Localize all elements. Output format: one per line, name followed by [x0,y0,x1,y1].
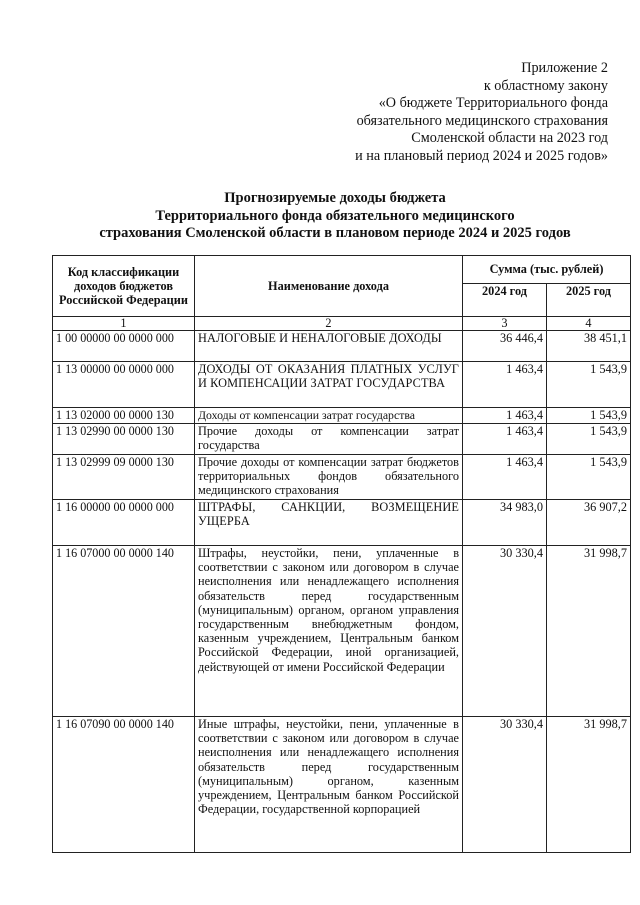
row-code: 1 13 02999 09 0000 130 [53,455,195,500]
title-line: Территориального фонда обязательного медицинского [155,207,515,224]
header-sum: Сумма (тыс. рублей) [463,256,631,284]
header-year-2024: 2024 год [463,284,547,317]
row-value-2024: 34 983,0 [463,500,547,546]
table-row [53,424,631,455]
row-name: ДОХОДЫ ОТ ОКАЗАНИЯ ПЛАТНЫХ УСЛУГ И КОМПЕНСАЦИИ ЗАТРАТ ГОСУДАРСТВА [195,362,463,408]
table-row [53,408,631,424]
row-name: ШТРАФЫ, САНКЦИИ, ВОЗМЕЩЕНИЕ УЩЕРБА [195,500,463,546]
row-value-2024: 1 463,4 [463,408,547,424]
header-row [53,256,631,284]
revenue-table [52,255,631,853]
row-name: Прочие доходы от компенсации затрат бюджетов территориальных фондов обязательного медицинского страхования [195,455,463,500]
row-value-2024: 1 463,4 [463,424,547,455]
row-name: Иные штрафы, неустойки, пени, уплаченные в соответствии с законом или договором в случае неисполнения или ненадлежащего исполнения обязательств перед государственным (муниципальным) органом, казенным учреждением, Центральным банком Российской Федерации, государственной корпорацией [195,717,463,853]
row-code: 1 13 00000 00 0000 000 [53,362,195,408]
row-value-2025: 1 543,9 [547,408,631,424]
header-year-2025: 2025 год [547,284,631,317]
appendix-line: Смоленской области на 2023 год [411,130,608,147]
row-value-2024: 36 446,4 [463,331,547,362]
row-value-2024: 30 330,4 [463,546,547,717]
table-row [53,331,631,362]
row-value-2025: 31 998,7 [547,717,631,853]
table-row [53,362,631,408]
document-title [40,190,630,243]
title-line: страхования Смоленской области в плановом периоде 2024 и 2025 годов [99,225,571,241]
appendix-line: к областному закону [483,77,608,94]
column-number-row [53,317,631,331]
table-row [53,546,631,717]
table-row [53,455,631,500]
appendix-block [278,60,608,166]
header-code: Код классификации доходов бюджетов Российской Федерации [53,256,195,317]
table-row [53,500,631,546]
row-code: 1 00 00000 00 0000 000 [53,331,195,362]
row-code: 1 13 02990 00 0000 130 [53,424,195,455]
appendix-line: Приложение 2 [521,60,608,76]
column-number: 1 [53,317,195,331]
row-value-2025: 38 451,1 [547,331,631,362]
row-name: Прочие доходы от компенсации затрат государства [195,424,463,455]
row-value-2025: 1 543,9 [547,455,631,500]
table-row [53,717,631,853]
row-value-2024: 30 330,4 [463,717,547,853]
column-number: 3 [463,317,547,331]
row-value-2024: 1 463,4 [463,455,547,500]
appendix-line: «О бюджете Территориального фонда [378,95,608,112]
row-value-2025: 36 907,2 [547,500,631,546]
column-number: 4 [547,317,631,331]
row-code: 1 16 00000 00 0000 000 [53,500,195,546]
column-number: 2 [195,317,463,331]
title-line: Прогнозируемые доходы бюджета [224,190,446,206]
row-value-2024: 1 463,4 [463,362,547,408]
appendix-line: и на плановый период 2024 и 2025 годов» [355,147,608,164]
row-name: Доходы от компенсации затрат государства [195,408,463,424]
row-name: НАЛОГОВЫЕ И НЕНАЛОГОВЫЕ ДОХОДЫ [195,331,463,362]
appendix-line: обязательного медицинского страхования [356,112,608,129]
row-code: 1 16 07090 00 0000 140 [53,717,195,853]
row-value-2025: 1 543,9 [547,362,631,408]
row-name: Штрафы, неустойки, пени, уплаченные в соответствии с законом или договором в случае неисполнения или ненадлежащего исполнения обязательств перед государственным (муниципальным) органом, органом управления государственным внебюджетным фондом, казенным учреждением, Центральным банком Российской Федерации, иной организацией, действующей от имени Российской Федерации [195,546,463,717]
row-value-2025: 1 543,9 [547,424,631,455]
row-code: 1 16 07000 00 0000 140 [53,546,195,717]
header-name: Наименование дохода [195,256,463,317]
row-value-2025: 31 998,7 [547,546,631,717]
row-code: 1 13 02000 00 0000 130 [53,408,195,424]
